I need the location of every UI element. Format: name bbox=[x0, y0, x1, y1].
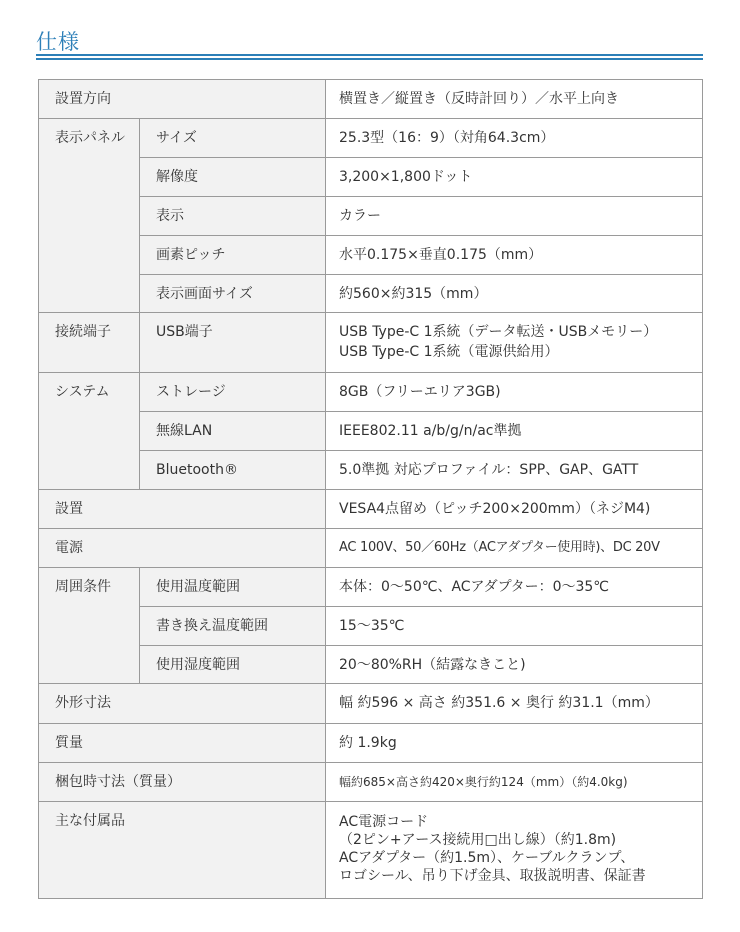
row-value: 約 1.9kg bbox=[326, 724, 703, 763]
row-label: 使用湿度範囲 bbox=[140, 646, 326, 684]
table-row bbox=[39, 763, 703, 802]
row-label: USB端子 bbox=[140, 313, 326, 373]
page-title: 仕様 bbox=[36, 30, 80, 54]
row-label: ストレージ bbox=[140, 373, 326, 412]
title-underline-secondary bbox=[36, 58, 703, 60]
row-value: 本体：0～50℃、ACアダプター：0～35℃ bbox=[326, 568, 703, 607]
usb-value-line-2: USB Type-C 1系統（電源供給用） bbox=[339, 344, 559, 360]
group-label: システム bbox=[39, 373, 140, 490]
group-label: 表示パネル bbox=[39, 119, 140, 313]
usb-value-line-1: USB Type-C 1系統（データ転送・USBメモリー） bbox=[339, 324, 658, 340]
row-value bbox=[326, 313, 703, 373]
row-value: 水平0.175×垂直0.175（mm） bbox=[326, 236, 703, 275]
spec-table bbox=[38, 79, 703, 899]
group-label: 周囲条件 bbox=[39, 568, 140, 684]
row-label: 解像度 bbox=[140, 158, 326, 197]
row-label: 表示 bbox=[140, 197, 326, 236]
accessory-line-4: ロゴシール、吊り下げ金具、取扱説明書、保証書 bbox=[339, 868, 646, 884]
row-value: AC 100V、50／60Hz（ACアダプター使用時)、DC 20V bbox=[326, 529, 703, 568]
accessory-line-2: （2ピン+アース接続用□出し線）（約1.8m) bbox=[339, 832, 617, 848]
table-row bbox=[39, 684, 703, 724]
row-label: 電源 bbox=[39, 529, 326, 568]
table-row bbox=[39, 80, 703, 119]
row-label: 梱包時寸法（質量） bbox=[39, 763, 326, 802]
accessory-line-1: AC電源コード bbox=[339, 814, 429, 830]
table-row bbox=[39, 490, 703, 529]
row-label: 設置方向 bbox=[39, 80, 326, 119]
row-label: 外形寸法 bbox=[39, 684, 326, 724]
table-row bbox=[39, 802, 703, 899]
row-value: 8GB（フリーエリア3GB) bbox=[326, 373, 703, 412]
row-value: VESA4点留め（ピッチ200×200mm）（ネジM4) bbox=[326, 490, 703, 529]
accessory-line-3: ACアダプター（約1.5m）、ケーブルクランプ、 bbox=[339, 850, 635, 866]
row-label: 質量 bbox=[39, 724, 326, 763]
row-value: 3,200×1,800ドット bbox=[326, 158, 703, 197]
row-label: 使用温度範囲 bbox=[140, 568, 326, 607]
row-label: 主な付属品 bbox=[39, 802, 326, 899]
table-row bbox=[39, 529, 703, 568]
title-underline bbox=[36, 54, 703, 56]
row-value bbox=[326, 802, 703, 899]
row-value: IEEE802.11 a/b/g/n/ac準拠 bbox=[326, 412, 703, 451]
row-value: 5.0準拠 対応プロファイル：SPP、GAP、GATT bbox=[326, 451, 703, 490]
row-label: Bluetooth® bbox=[140, 451, 326, 490]
row-value: 横置き／縦置き（反時計回り）／水平上向き bbox=[326, 80, 703, 119]
row-label: 画素ピッチ bbox=[140, 236, 326, 275]
row-value: 25.3型（16：9）（対角64.3cm） bbox=[326, 119, 703, 158]
row-label: 書き換え温度範囲 bbox=[140, 607, 326, 646]
row-label: 表示画面サイズ bbox=[140, 275, 326, 313]
row-value: カラー bbox=[326, 197, 703, 236]
row-value: 20～80%RH（結露なきこと) bbox=[326, 646, 703, 684]
table-row bbox=[39, 373, 703, 412]
table-row bbox=[39, 724, 703, 763]
table-row bbox=[39, 313, 703, 373]
row-label: サイズ bbox=[140, 119, 326, 158]
row-value: 幅 約596 × 高さ 約351.6 × 奥行 約31.1（mm） bbox=[326, 684, 703, 724]
table-row bbox=[39, 119, 703, 158]
table-row bbox=[39, 568, 703, 607]
row-label: 無線LAN bbox=[140, 412, 326, 451]
row-label: 設置 bbox=[39, 490, 326, 529]
group-label: 接続端子 bbox=[39, 313, 140, 373]
row-value: 15～35℃ bbox=[326, 607, 703, 646]
row-value: 約560×約315（mm） bbox=[326, 275, 703, 313]
row-value: 幅約685×高さ約420×奥行約124（mm）（約4.0kg) bbox=[326, 763, 703, 802]
